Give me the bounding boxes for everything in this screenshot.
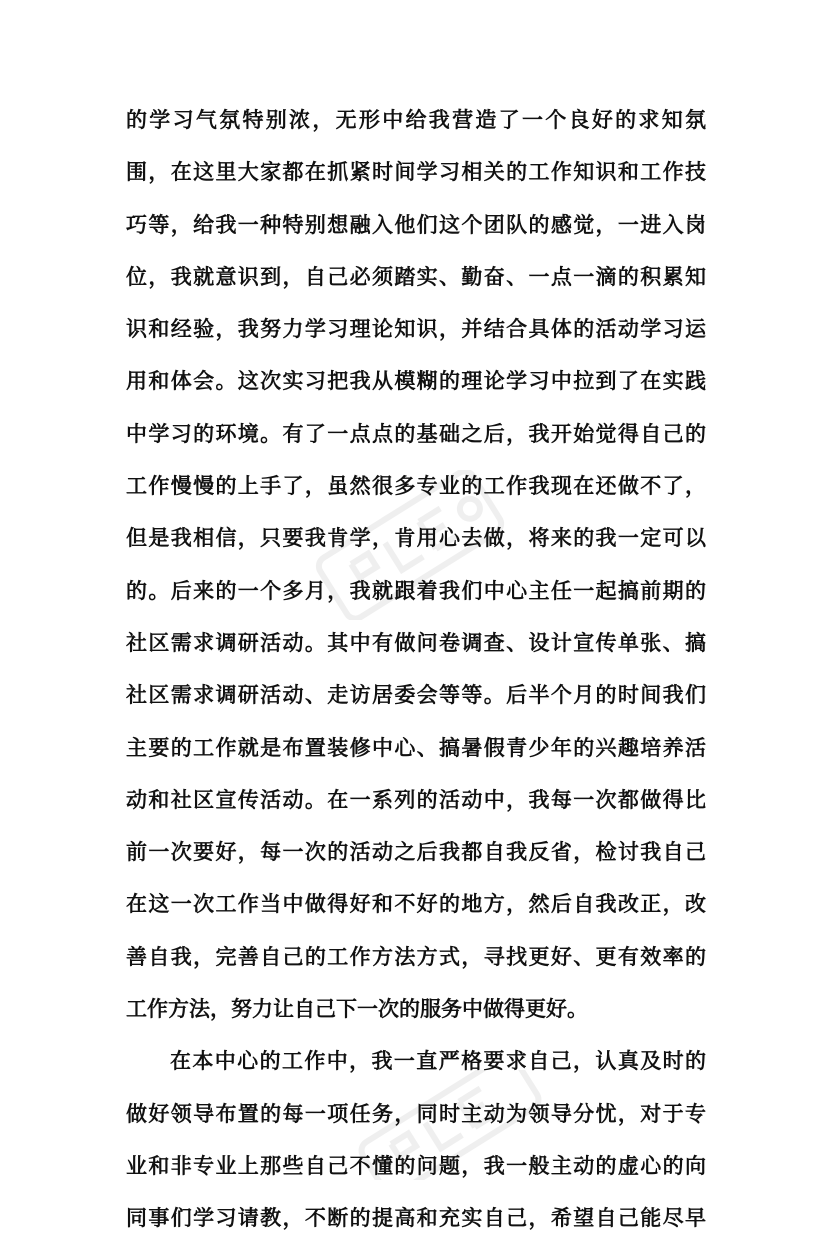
text-line: 巧等，给我一种特别想融入他们这个团队的感觉，一进入岗 xyxy=(126,211,706,237)
text-line: 的学习气氛特别浓，无形中给我营造了一个良好的求知氛 xyxy=(126,107,706,132)
text-line: 动和社区宣传活动。在一系列的活动中，我每一次都做得比 xyxy=(126,786,706,812)
text-line: 中学习的环境。有了一点点的基础之后，我开始觉得自己的 xyxy=(126,420,706,446)
paragraph-first-line: 在本中心的工作中，我一直严格要求自己，认真及时的 xyxy=(170,1048,706,1074)
text-line: 工作慢慢的上手了，虽然很多专业的工作我现在还做不了， xyxy=(126,473,706,499)
body-text xyxy=(126,94,706,1245)
text-line: 在这一次工作当中做得好和不好的地方，然后自我改正，改 xyxy=(126,891,706,917)
text-line: 用和体会。这次实习把我从模糊的理论学习中拉到了在实践 xyxy=(126,368,706,394)
text-line: 识和经验，我努力学习理论知识，并结合具体的活动学习运 xyxy=(126,316,706,342)
text-line: 社区需求调研活动、走访居委会等等。后半个月的时间我们 xyxy=(126,682,706,708)
text-line: 善自我，完善自己的工作方法方式，寻找更好、更有效率的 xyxy=(126,943,706,969)
text-line: 前一次要好，每一次的活动之后我都自我反省，检讨我自己 xyxy=(126,839,706,865)
text-line: 围，在这里大家都在抓紧时间学习相关的工作知识和工作技 xyxy=(126,159,706,185)
text-line: 的。后来的一个多月，我就跟着我们中心主任一起搞前期的 xyxy=(126,577,706,603)
text-line: 社区需求调研活动。其中有做问卷调查、设计宣传单张、搞 xyxy=(126,629,706,655)
text-line: 位，我就意识到，自己必须踏实、勤奋、一点一滴的积累知 xyxy=(126,263,706,289)
text-line: 主要的工作就是布置装修中心、搞暑假青少年的兴趣培养活 xyxy=(126,734,706,760)
text-line: 做好领导布置的每一项任务，同时主动为领导分忧，对于专 xyxy=(126,1100,706,1126)
paragraph-last-line: 工作方法，努力让自己下一次的服务中做得更好。 xyxy=(126,996,588,1022)
text-line: 但是我相信，只要我肯学，肯用心去做，将来的我一定可以 xyxy=(126,525,706,551)
text-line: 业和非专业上那些自己不懂的问题，我一般主动的虚心的向 xyxy=(126,1152,706,1178)
text-line: 同事们学习请教，不断的提高和充实自己，希望自己能尽早 xyxy=(126,1205,706,1231)
